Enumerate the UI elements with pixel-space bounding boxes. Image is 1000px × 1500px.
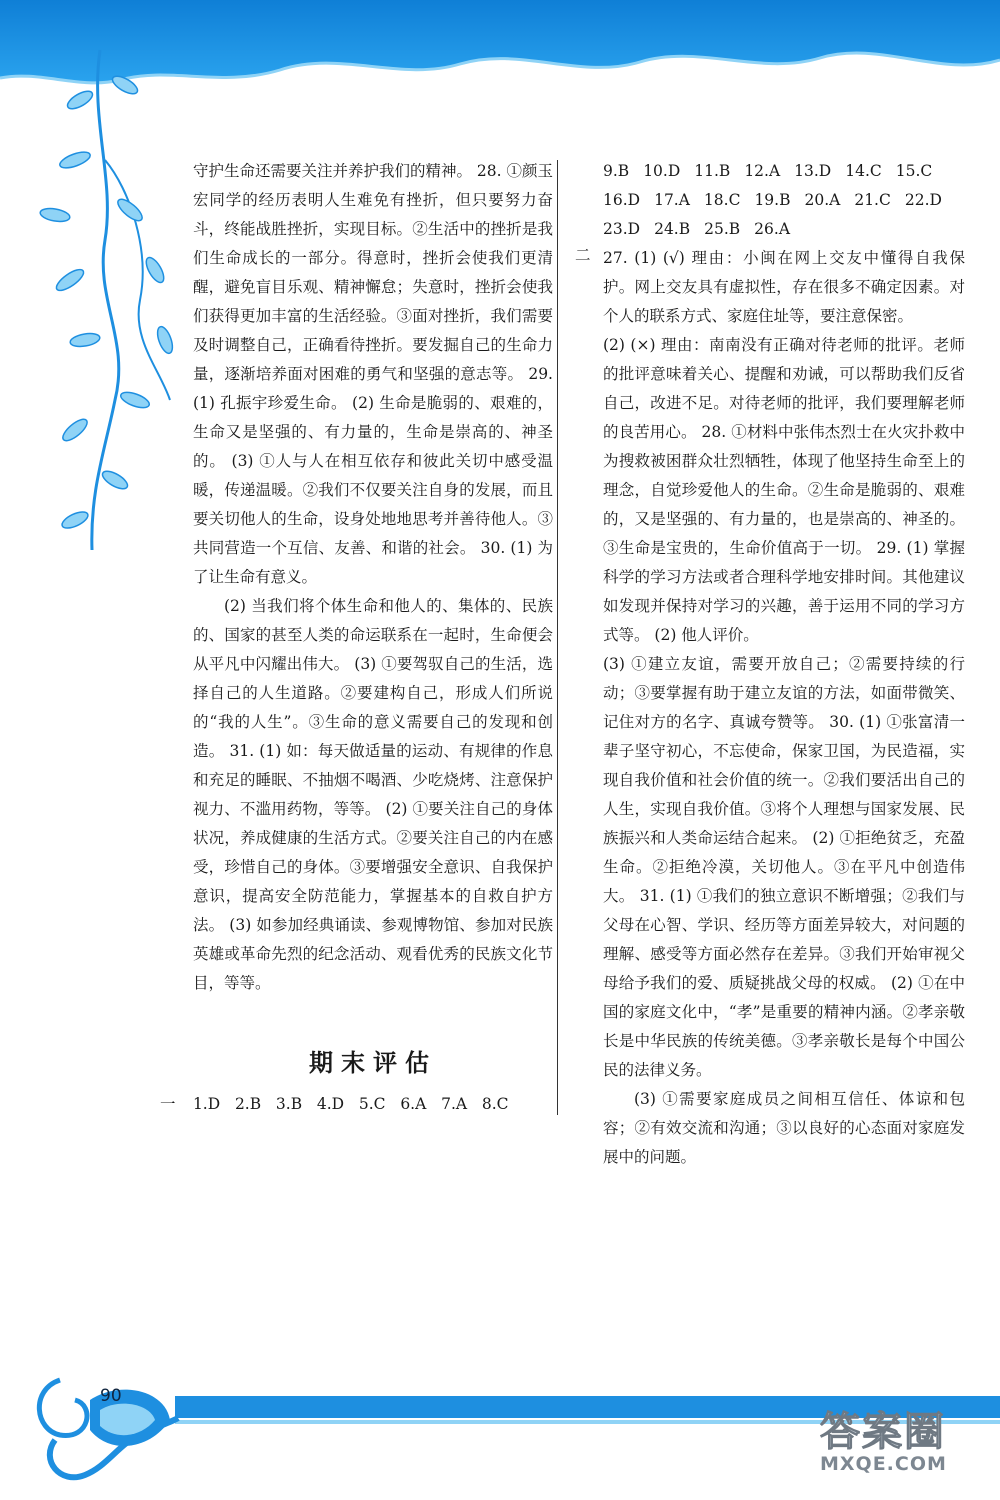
answer-item: 14.C	[845, 162, 882, 180]
right-text-column	[603, 157, 965, 1172]
section-title: 期末评估	[309, 1048, 437, 1077]
left-paragraph-2: (2) 当我们将个体生命和他人的、集体的、民族的、国家的甚至人类的命运联系在一起时，生命便会从平凡中闪耀出伟大。 (3) ①要驾驭自己的生活，选择自己的人生道路。②要建构自己，形成人们所说的“我的人生”。③生命的意义需要自己的发现和创造。 31. (1) 如：每天做适量的运动、有规律的作息和充足的睡眠、不抽烟不喝酒、少吃烧烤、注意保护视力、不滥用药物，等等。 (2) ①要关注自己的身体状况，养成健康的生活方式。②要关注自己的内在感受，珍惜自己的身体。③要增强安全意识、自我保护意识，提高安全防范能力，掌握基本的自救自护方法。 (3) 如参加经典诵读、参观博物馆、参加对民族英雄或革命先烈的纪念活动、观看优秀的民族文化节目，等等。	[193, 597, 553, 992]
answer-item: 1.D	[192, 1095, 221, 1113]
answer-item: 18.C	[703, 191, 741, 209]
answer-item: 24.B	[654, 220, 691, 238]
answer-item: 25.B	[704, 220, 741, 238]
answer-item: 15.C	[895, 162, 933, 180]
left-text-column	[193, 157, 553, 998]
answer-item: 12.A	[744, 162, 781, 180]
answer-item: 13.D	[794, 162, 832, 180]
watermark-logo: 答案圈	[820, 1409, 946, 1455]
answer-item: 6.A	[400, 1095, 427, 1113]
right-paragraph-3: (3) ①建立友谊，需要开放自己；②需要持续的行动；③要掌握有助于建立友谊的方法，如面带微笑、记住对方的名字、真诚夸赞等。 30. (1) ①张富清一辈子坚守初心，不忘使命，保家卫国，为民造福，实现自我价值和社会价值的统一。②我们要活出自己的人生，实现自我价值。③将个人理想与国家发展、民族振兴和人类命运结合起来。 (2) ①拒绝贫乏，充盈生命。②拒绝冷漠，关切他人。③在平凡中创造伟大。 31. (1) ①我们的独立意识不断增强；②我们与父母在心智、学识、经历等方面差异较大，对问题的理解、感受等方面必然存在差异。③我们开始审视父母给予我们的爱、质疑挑战父母的权威。 (2) ①在中国的家庭文化中，“孝”是重要的精神内涵。②孝亲敬长是中华民族的传统美德。③孝亲敬长是每个中国公民的法律义务。	[603, 655, 965, 1079]
answer-item: 20.A	[804, 191, 841, 209]
part-two-mark: 二	[575, 246, 591, 264]
answer-item: 2.B	[234, 1095, 262, 1113]
answer-item: 9.B	[603, 162, 630, 180]
answer-item: 22.D	[904, 191, 942, 209]
watermark-url: MXQE.COM	[820, 1453, 947, 1475]
answer-item: 8.C	[481, 1095, 509, 1113]
answer-item: 5.C	[358, 1095, 386, 1113]
left-paragraph-1: 守护生命还需要关注并养护我们的精神。 28. ①颜玉宏同学的经历表明人生难免有挫折，但只要努力奋斗，终能战胜挫折，实现目标。②生活中的挫折是我们生命成长的一部分。得意时，挫折会使我们更清醒，避免盲目乐观、精神懈怠；失意时，挫折会使我们获得更加丰富的生活经验。③面对挫折，我们需要及时调整自己，正确看待挫折。要发掘自己的生命力量，逐渐培养面对困难的勇气和坚强的意志等。 29. (1) 孔振宇珍爱生命。 (2) 生命是脆弱的、艰难的，生命又是坚强的、有力量的，生命是崇高的、神圣的。 (3) ①人与人在相互依存和彼此关切中感受温暖，传递温暖。②我们不仅要关注自身的发展，而且要关切他人的生命，设身处地地思考并善待他人。③共同营造一个互信、友善、和谐的社会。 30. (1) 为了让生命有意义。	[193, 162, 554, 586]
answer-item: 7.A	[441, 1095, 468, 1113]
answer-item: 3.B	[275, 1095, 303, 1113]
answer-item: 17.A	[654, 191, 690, 209]
answer-item: 4.D	[316, 1095, 345, 1113]
answer-item: 19.B	[754, 191, 791, 209]
answer-item: 21.C	[854, 191, 891, 209]
part-one-answers	[160, 1090, 555, 1119]
vine-decoration-icon	[20, 40, 190, 560]
page-number: 90	[100, 1386, 122, 1406]
answer-item: 16.D	[603, 191, 641, 209]
right-paragraph-2: (2) (×) 理由：南南没有正确对待老师的批评。老师的批评意味着关心、提醒和劝诫，可以帮助我们反省自己，改进不足。对待老师的批评，我们要理解老师的良苦用心。 28. ①材料中张伟杰烈士在火灾扑救中为搜救被困群众壮烈牺牲，体现了他坚持生命至上的理念，自觉珍爱他人的生命。②生命是脆弱的、艰难的，又是坚强的、有力量的，也是崇高的、神圣的。③生命是宝贵的，生命价值高于一切。 29. (1) 掌握科学的学习方法或者合理科学地安排时间。其他建议如发现并保持对学习的兴趣，善于运用不同的学习方式等。 (2) 他人评价。	[603, 336, 965, 644]
answer-item: 26.A	[754, 220, 791, 238]
answer-item: 11.B	[694, 162, 731, 180]
watermark	[820, 1400, 980, 1490]
column-divider	[557, 160, 558, 1115]
answer-item: 23.D	[603, 220, 641, 238]
mc-answer-list	[603, 157, 965, 244]
right-paragraph-1: 27. (1) (√) 理由：小闽在网上交友中懂得自我保护。网上交友具有虚拟性，存在很多不确定因素。对个人的联系方式、家庭住址等，要注意保密。	[603, 249, 965, 325]
right-paragraph-4: (3) ①需要家庭成员之间相互信任、体谅和包容；②有效交流和沟通；③以良好的心态面对家庭发展中的问题。	[603, 1090, 965, 1166]
part-one-mark: 一	[160, 1095, 176, 1113]
answer-item: 10.D	[643, 162, 681, 180]
